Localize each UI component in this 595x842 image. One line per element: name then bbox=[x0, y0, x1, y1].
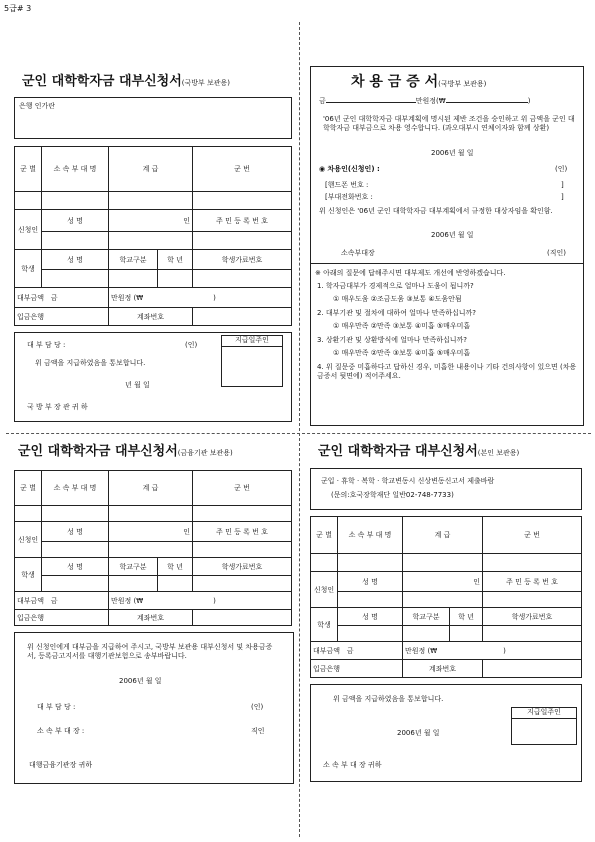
survey-intro: ※ 아래의 질문에 답해주시면 대부제도 개선에 반영하겠습니다. bbox=[315, 269, 506, 277]
bank-label: 입금은행 bbox=[15, 610, 109, 626]
cut-line-vertical bbox=[299, 22, 300, 837]
header-branch: 군 별 bbox=[15, 147, 42, 192]
school-type-label: 학교구분 bbox=[109, 558, 158, 576]
header-serial: 군 번 bbox=[193, 147, 292, 192]
name-field[interactable] bbox=[403, 592, 483, 608]
form-finance-title: 군인 대학학자금 대부신청서(금융기관 보관용) bbox=[18, 444, 233, 459]
confirmation-date: 2006년 월 일 bbox=[431, 231, 474, 239]
form-self-table bbox=[310, 516, 582, 678]
loan-certificate bbox=[310, 66, 584, 426]
amount-field[interactable] bbox=[403, 642, 582, 660]
change-notice: 군입 · 휴학 · 복학 · 학교변동시 신상변동신고서 제출바람 bbox=[321, 477, 495, 485]
certificate-title: 차 용 금 증 서(국방부 보관용) bbox=[351, 74, 487, 90]
form-finance-table bbox=[14, 470, 292, 626]
officer-label: 대 부 담 당 : bbox=[37, 703, 76, 711]
cut-line-horizontal bbox=[6, 433, 591, 434]
header-rank: 계 급 bbox=[403, 517, 483, 554]
school-type-label: 학교구분 bbox=[109, 250, 158, 270]
payment-notice: 위 금액을 지급하였음을 통보합니다. bbox=[333, 695, 444, 703]
addressee: 소 속 부 대 장 귀하 bbox=[323, 761, 382, 769]
form-bank-footer bbox=[14, 332, 292, 422]
payment-stamp-box bbox=[511, 707, 577, 745]
date-line: 년 월 일 bbox=[125, 381, 150, 389]
commander-label: 소속부대장 bbox=[341, 249, 375, 257]
seal-label: 인 bbox=[403, 572, 483, 592]
stamp-box-label: 지급일주인 bbox=[512, 708, 576, 719]
account-label: 계좌번호 bbox=[109, 610, 193, 626]
officer-label: 대 부 담 당 : bbox=[27, 341, 66, 349]
borrower-seal: (인) bbox=[555, 165, 568, 173]
header-unit: 소 속 부 대 명 bbox=[338, 517, 403, 554]
survey-q2: 2. 대부기관 및 절차에 대하여 얼마나 만족하십니까? bbox=[317, 309, 476, 317]
account-label: 계좌번호 bbox=[109, 308, 193, 326]
addressee: 대행금융기관장 귀하 bbox=[29, 761, 93, 769]
header-branch: 군 별 bbox=[311, 517, 338, 554]
applicant-label: 신청인 bbox=[15, 210, 42, 250]
payment-notice: 위 금액을 지급하였음을 통보합니다. bbox=[35, 359, 146, 367]
name-label: 성 명 bbox=[42, 522, 109, 542]
student-label: 학생 bbox=[311, 608, 338, 642]
commander-seal: (직인) bbox=[547, 249, 566, 257]
bank-stamp-label: 은행 인가란 bbox=[19, 102, 56, 110]
amount-label: 대부금액 bbox=[17, 596, 45, 605]
commander-label: 소 속 부 대 장 : bbox=[37, 727, 85, 735]
name-field[interactable] bbox=[109, 232, 193, 250]
account-label: 계좌번호 bbox=[403, 660, 483, 678]
header-unit: 소 속 부 대 명 bbox=[42, 471, 109, 506]
student-id-label: 학생가료번호 bbox=[193, 558, 292, 576]
account-field[interactable] bbox=[193, 308, 292, 326]
rrn-label: 주 민 등 록 번 호 bbox=[193, 210, 292, 232]
header-branch: 군 별 bbox=[15, 471, 42, 506]
applicant-label: 신청인 bbox=[311, 572, 338, 608]
student-id-label: 학생가료번호 bbox=[483, 608, 582, 626]
phone-label: [핸드폰 번호 : bbox=[325, 181, 369, 189]
amount-prefix: 금 bbox=[50, 596, 58, 605]
stamp-box-label: 지급일주인 bbox=[222, 336, 282, 347]
rrn-field[interactable] bbox=[193, 232, 292, 250]
date-line: 2006년 월 일 bbox=[119, 677, 162, 685]
seal-label: 인 bbox=[109, 210, 193, 232]
certificate-date: 2006년 월 일 bbox=[431, 149, 474, 157]
amount-close: ) bbox=[503, 646, 506, 655]
account-field[interactable] bbox=[193, 610, 292, 626]
survey-q3: 3. 상환기관 및 상환방식에 얼마나 만족하십니까? bbox=[317, 336, 467, 344]
rrn-field[interactable] bbox=[483, 592, 582, 608]
grade-label: 학 년 bbox=[158, 558, 193, 576]
request-text: 위 신청인에게 대부금을 지급하여 주시고, 국방부 보관용 대부신청서 및 차용금증서, 등록금고지서를 대행기관보험으로 송부바랍니다. bbox=[27, 643, 273, 661]
header-rank: 계 급 bbox=[109, 147, 193, 192]
officer-seal: (인) bbox=[251, 703, 264, 711]
grade-label: 학 년 bbox=[450, 608, 483, 626]
confirmation-text: 위 신청인은 '06년 군인 대학학자금 대부계획에서 규정한 대상자임을 확인함. bbox=[319, 207, 553, 215]
rrn-field[interactable] bbox=[193, 542, 292, 558]
amount-field[interactable] bbox=[109, 592, 292, 610]
certificate-amount: 금 만원정(₩ ) bbox=[319, 97, 531, 105]
amount-row bbox=[15, 592, 109, 610]
rrn-label: 주 민 등 록 번 호 bbox=[483, 572, 582, 592]
amount-field[interactable] bbox=[109, 288, 292, 308]
amount-prefix: 금 bbox=[346, 646, 354, 655]
survey-a2[interactable]: ① 매우만족 ②만족 ③보통 ④미흡 ⑤매우미흡 bbox=[333, 322, 471, 330]
payment-stamp-box bbox=[221, 335, 283, 387]
amount-unit: 만원정 (₩ bbox=[405, 646, 438, 655]
contact-info: (문의:호국장학재단 일반02-748-7733) bbox=[331, 491, 454, 499]
form-self-title: 군인 대학학자금 대부신청서(본인 보관용) bbox=[318, 444, 520, 459]
survey-a1[interactable]: ① 매우도움 ②조금도움 ③보통 ④도움안됨 bbox=[333, 295, 462, 303]
amount-label: 대부금액 bbox=[313, 646, 341, 655]
name-label: 성 명 bbox=[338, 572, 403, 592]
grade-label: 학 년 bbox=[158, 250, 193, 270]
officer-seal: (인) bbox=[185, 341, 198, 349]
student-id-label: 학생가료번호 bbox=[193, 250, 292, 270]
form-bank-table bbox=[14, 146, 292, 326]
school-type-label: 학교구분 bbox=[403, 608, 450, 626]
amount-label: 대부금액 bbox=[17, 293, 45, 302]
survey-q1: 1. 학자금대부가 경제적으로 얼마나 도움이 됩니까? bbox=[317, 282, 474, 290]
student-name-label: 성 명 bbox=[42, 250, 109, 270]
change-notice-box bbox=[310, 468, 582, 510]
form-finance-footer bbox=[14, 632, 294, 784]
unit-phone-bracket: ] bbox=[561, 193, 564, 201]
phone-bracket: ] bbox=[561, 181, 564, 189]
unit-phone-label: [부대전화번호 : bbox=[325, 193, 373, 201]
date-line: 2006년 월 일 bbox=[397, 729, 440, 737]
form-bank-title: 군인 대학학자금 대부신청서(국방부 보관용) bbox=[22, 74, 231, 89]
header-serial: 군 번 bbox=[193, 471, 292, 506]
amount-row bbox=[15, 288, 109, 308]
amount-prefix: 금 bbox=[50, 293, 58, 302]
borrower-label: ◉ 차용인(신청인) : bbox=[319, 165, 380, 173]
header-rank: 계 급 bbox=[109, 471, 193, 506]
addressee: 국 방 부 장 관 귀 하 bbox=[27, 403, 88, 411]
name-label: 성 명 bbox=[42, 210, 109, 232]
amount-row bbox=[311, 642, 403, 660]
seal-label: 인 bbox=[109, 522, 193, 542]
rrn-label: 주 민 등 록 번 호 bbox=[193, 522, 292, 542]
bank-stamp-area bbox=[14, 97, 292, 139]
header-unit: 소 속 부 대 명 bbox=[42, 147, 109, 192]
amount-unit: 만원정 (₩ bbox=[111, 596, 144, 605]
survey-divider bbox=[311, 263, 583, 264]
student-name-label: 성 명 bbox=[338, 608, 403, 626]
survey-a3[interactable]: ① 매우만족 ②만족 ③보통 ④미흡 ⑤매우미흡 bbox=[333, 349, 471, 357]
certificate-body: '06년 군인 대학학자금 대부계획에 명시된 제반 조건을 승인하고 위 금액을 군인 대학학자금 대부금으로 차용 영수합니다. (과오대부시 연체이자와 함께 상환) bbox=[323, 115, 575, 133]
header-serial: 군 번 bbox=[483, 517, 582, 554]
account-field[interactable] bbox=[483, 660, 582, 678]
student-name-label: 성 명 bbox=[42, 558, 109, 576]
bank-label: 입금은행 bbox=[311, 660, 403, 678]
amount-close: ) bbox=[213, 596, 216, 605]
page-label: 5급# 3 bbox=[4, 4, 32, 13]
name-field[interactable] bbox=[109, 542, 193, 558]
form-self-footer bbox=[310, 684, 582, 782]
student-label: 학생 bbox=[15, 250, 42, 288]
student-label: 학생 bbox=[15, 558, 42, 592]
applicant-label: 신청인 bbox=[15, 522, 42, 558]
amount-close: ) bbox=[213, 293, 216, 302]
commander-seal: 직인 bbox=[251, 727, 265, 735]
survey-q4: 4. 위 질문중 미흡하다고 답하신 경우, 미흡한 내용이나 기타 건의사항이 있으면 (차용금증서 뒷면에) 적어주세요. bbox=[317, 363, 577, 381]
bank-label: 입금은행 bbox=[15, 308, 109, 326]
amount-unit: 만원정 (₩ bbox=[111, 293, 144, 302]
